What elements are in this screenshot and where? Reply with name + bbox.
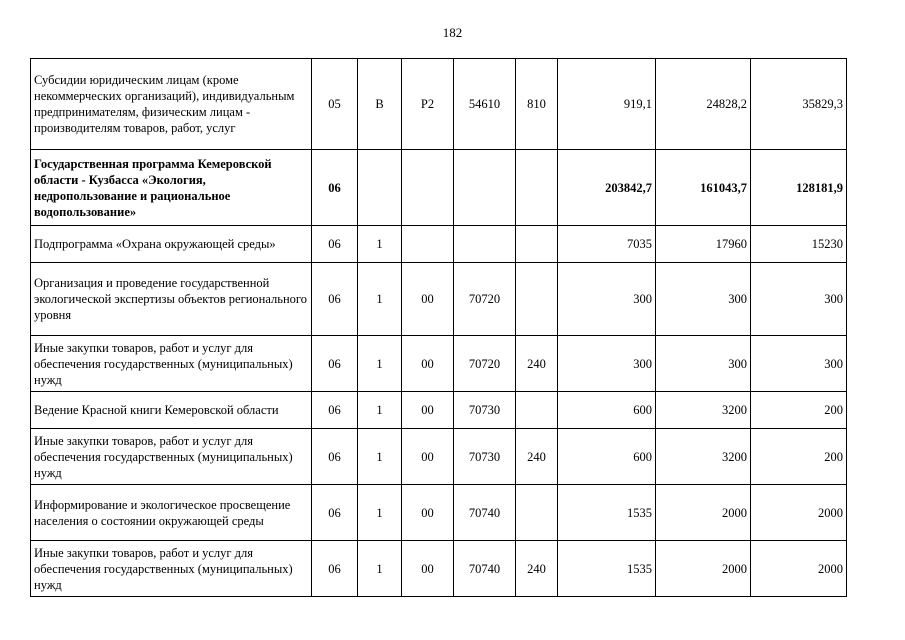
expense-type-code bbox=[516, 485, 558, 541]
amount-year-3: 15230 bbox=[751, 226, 847, 263]
table-row bbox=[31, 336, 847, 392]
subprogram-code: 00 bbox=[402, 392, 454, 429]
amount-year-3: 35829,3 bbox=[751, 59, 847, 150]
amount-year-2: 3200 bbox=[656, 429, 751, 485]
expense-type-code bbox=[516, 150, 558, 226]
program-code: В bbox=[358, 59, 402, 150]
amount-year-1: 1535 bbox=[558, 485, 656, 541]
row-name: Иные закупки товаров, работ и услуг для обеспечения государственных (муниципальных) нужд bbox=[31, 429, 312, 485]
amount-year-3: 200 bbox=[751, 392, 847, 429]
amount-year-3: 300 bbox=[751, 336, 847, 392]
target-article-code: 70720 bbox=[454, 336, 516, 392]
program-code: 1 bbox=[358, 485, 402, 541]
amount-year-2: 300 bbox=[656, 263, 751, 336]
amount-year-3: 300 bbox=[751, 263, 847, 336]
target-article-code bbox=[454, 150, 516, 226]
subprogram-code: 00 bbox=[402, 336, 454, 392]
expense-type-code bbox=[516, 392, 558, 429]
amount-year-3: 128181,9 bbox=[751, 150, 847, 226]
section-code: 06 bbox=[312, 541, 358, 597]
subprogram-code bbox=[402, 150, 454, 226]
program-code: 1 bbox=[358, 226, 402, 263]
subprogram-code bbox=[402, 226, 454, 263]
program-code: 1 bbox=[358, 263, 402, 336]
row-name: Государственная программа Кемеровской области - Кузбасса «Экология, недропользование и рациональное водопользование» bbox=[31, 150, 312, 226]
amount-year-1: 1535 bbox=[558, 541, 656, 597]
page-number: 182 bbox=[442, 25, 463, 40]
row-name: Иные закупки товаров, работ и услуг для обеспечения государственных (муниципальных) нужд bbox=[31, 541, 312, 597]
table-row bbox=[31, 485, 847, 541]
expense-type-code: 240 bbox=[516, 429, 558, 485]
subprogram-code: 00 bbox=[402, 263, 454, 336]
target-article-code: 54610 bbox=[454, 59, 516, 150]
amount-year-2: 2000 bbox=[656, 541, 751, 597]
expense-type-code: 810 bbox=[516, 59, 558, 150]
amount-year-3: 2000 bbox=[751, 541, 847, 597]
subprogram-code: 00 bbox=[402, 541, 454, 597]
program-code: 1 bbox=[358, 429, 402, 485]
budget-table bbox=[30, 58, 847, 597]
section-code: 06 bbox=[312, 150, 358, 226]
target-article-code: 70720 bbox=[454, 263, 516, 336]
amount-year-2: 2000 bbox=[656, 485, 751, 541]
amount-year-1: 600 bbox=[558, 392, 656, 429]
amount-year-1: 203842,7 bbox=[558, 150, 656, 226]
amount-year-3: 2000 bbox=[751, 485, 847, 541]
amount-year-2: 17960 bbox=[656, 226, 751, 263]
expense-type-code: 240 bbox=[516, 336, 558, 392]
target-article-code: 70730 bbox=[454, 429, 516, 485]
row-name: Субсидии юридическим лицам (кроме некоммерческих организаций), индивидуальным предпринимателям, физическим лицам - производителям товаров, работ, услуг bbox=[31, 59, 312, 150]
amount-year-2: 300 bbox=[656, 336, 751, 392]
amount-year-2: 161043,7 bbox=[656, 150, 751, 226]
section-code: 05 bbox=[312, 59, 358, 150]
amount-year-3: 200 bbox=[751, 429, 847, 485]
program-code bbox=[358, 150, 402, 226]
table-row bbox=[31, 541, 847, 597]
subprogram-code: Р2 bbox=[402, 59, 454, 150]
row-name: Организация и проведение государственной экологической экспертизы объектов регионального уровня bbox=[31, 263, 312, 336]
amount-year-1: 7035 bbox=[558, 226, 656, 263]
table-row bbox=[31, 429, 847, 485]
amount-year-1: 600 bbox=[558, 429, 656, 485]
row-name: Информирование и экологическое просвещение населения о состоянии окружающей среды bbox=[31, 485, 312, 541]
table-row bbox=[31, 150, 847, 226]
program-code: 1 bbox=[358, 336, 402, 392]
table-row bbox=[31, 59, 847, 150]
amount-year-1: 919,1 bbox=[558, 59, 656, 150]
subprogram-code: 00 bbox=[402, 429, 454, 485]
expense-type-code bbox=[516, 263, 558, 336]
target-article-code bbox=[454, 226, 516, 263]
subprogram-code: 00 bbox=[402, 485, 454, 541]
expense-type-code: 240 bbox=[516, 541, 558, 597]
section-code: 06 bbox=[312, 392, 358, 429]
program-code: 1 bbox=[358, 541, 402, 597]
table-row bbox=[31, 226, 847, 263]
amount-year-1: 300 bbox=[558, 263, 656, 336]
amount-year-1: 300 bbox=[558, 336, 656, 392]
row-name: Иные закупки товаров, работ и услуг для обеспечения государственных (муниципальных) нужд bbox=[31, 336, 312, 392]
amount-year-2: 3200 bbox=[656, 392, 751, 429]
section-code: 06 bbox=[312, 336, 358, 392]
target-article-code: 70730 bbox=[454, 392, 516, 429]
section-code: 06 bbox=[312, 429, 358, 485]
table-row bbox=[31, 392, 847, 429]
row-name: Подпрограмма «Охрана окружающей среды» bbox=[31, 226, 312, 263]
table-body bbox=[31, 59, 847, 597]
row-name: Ведение Красной книги Кемеровской области bbox=[31, 392, 312, 429]
target-article-code: 70740 bbox=[454, 541, 516, 597]
expense-type-code bbox=[516, 226, 558, 263]
table-row bbox=[31, 263, 847, 336]
section-code: 06 bbox=[312, 485, 358, 541]
section-code: 06 bbox=[312, 263, 358, 336]
section-code: 06 bbox=[312, 226, 358, 263]
program-code: 1 bbox=[358, 392, 402, 429]
amount-year-2: 24828,2 bbox=[656, 59, 751, 150]
target-article-code: 70740 bbox=[454, 485, 516, 541]
